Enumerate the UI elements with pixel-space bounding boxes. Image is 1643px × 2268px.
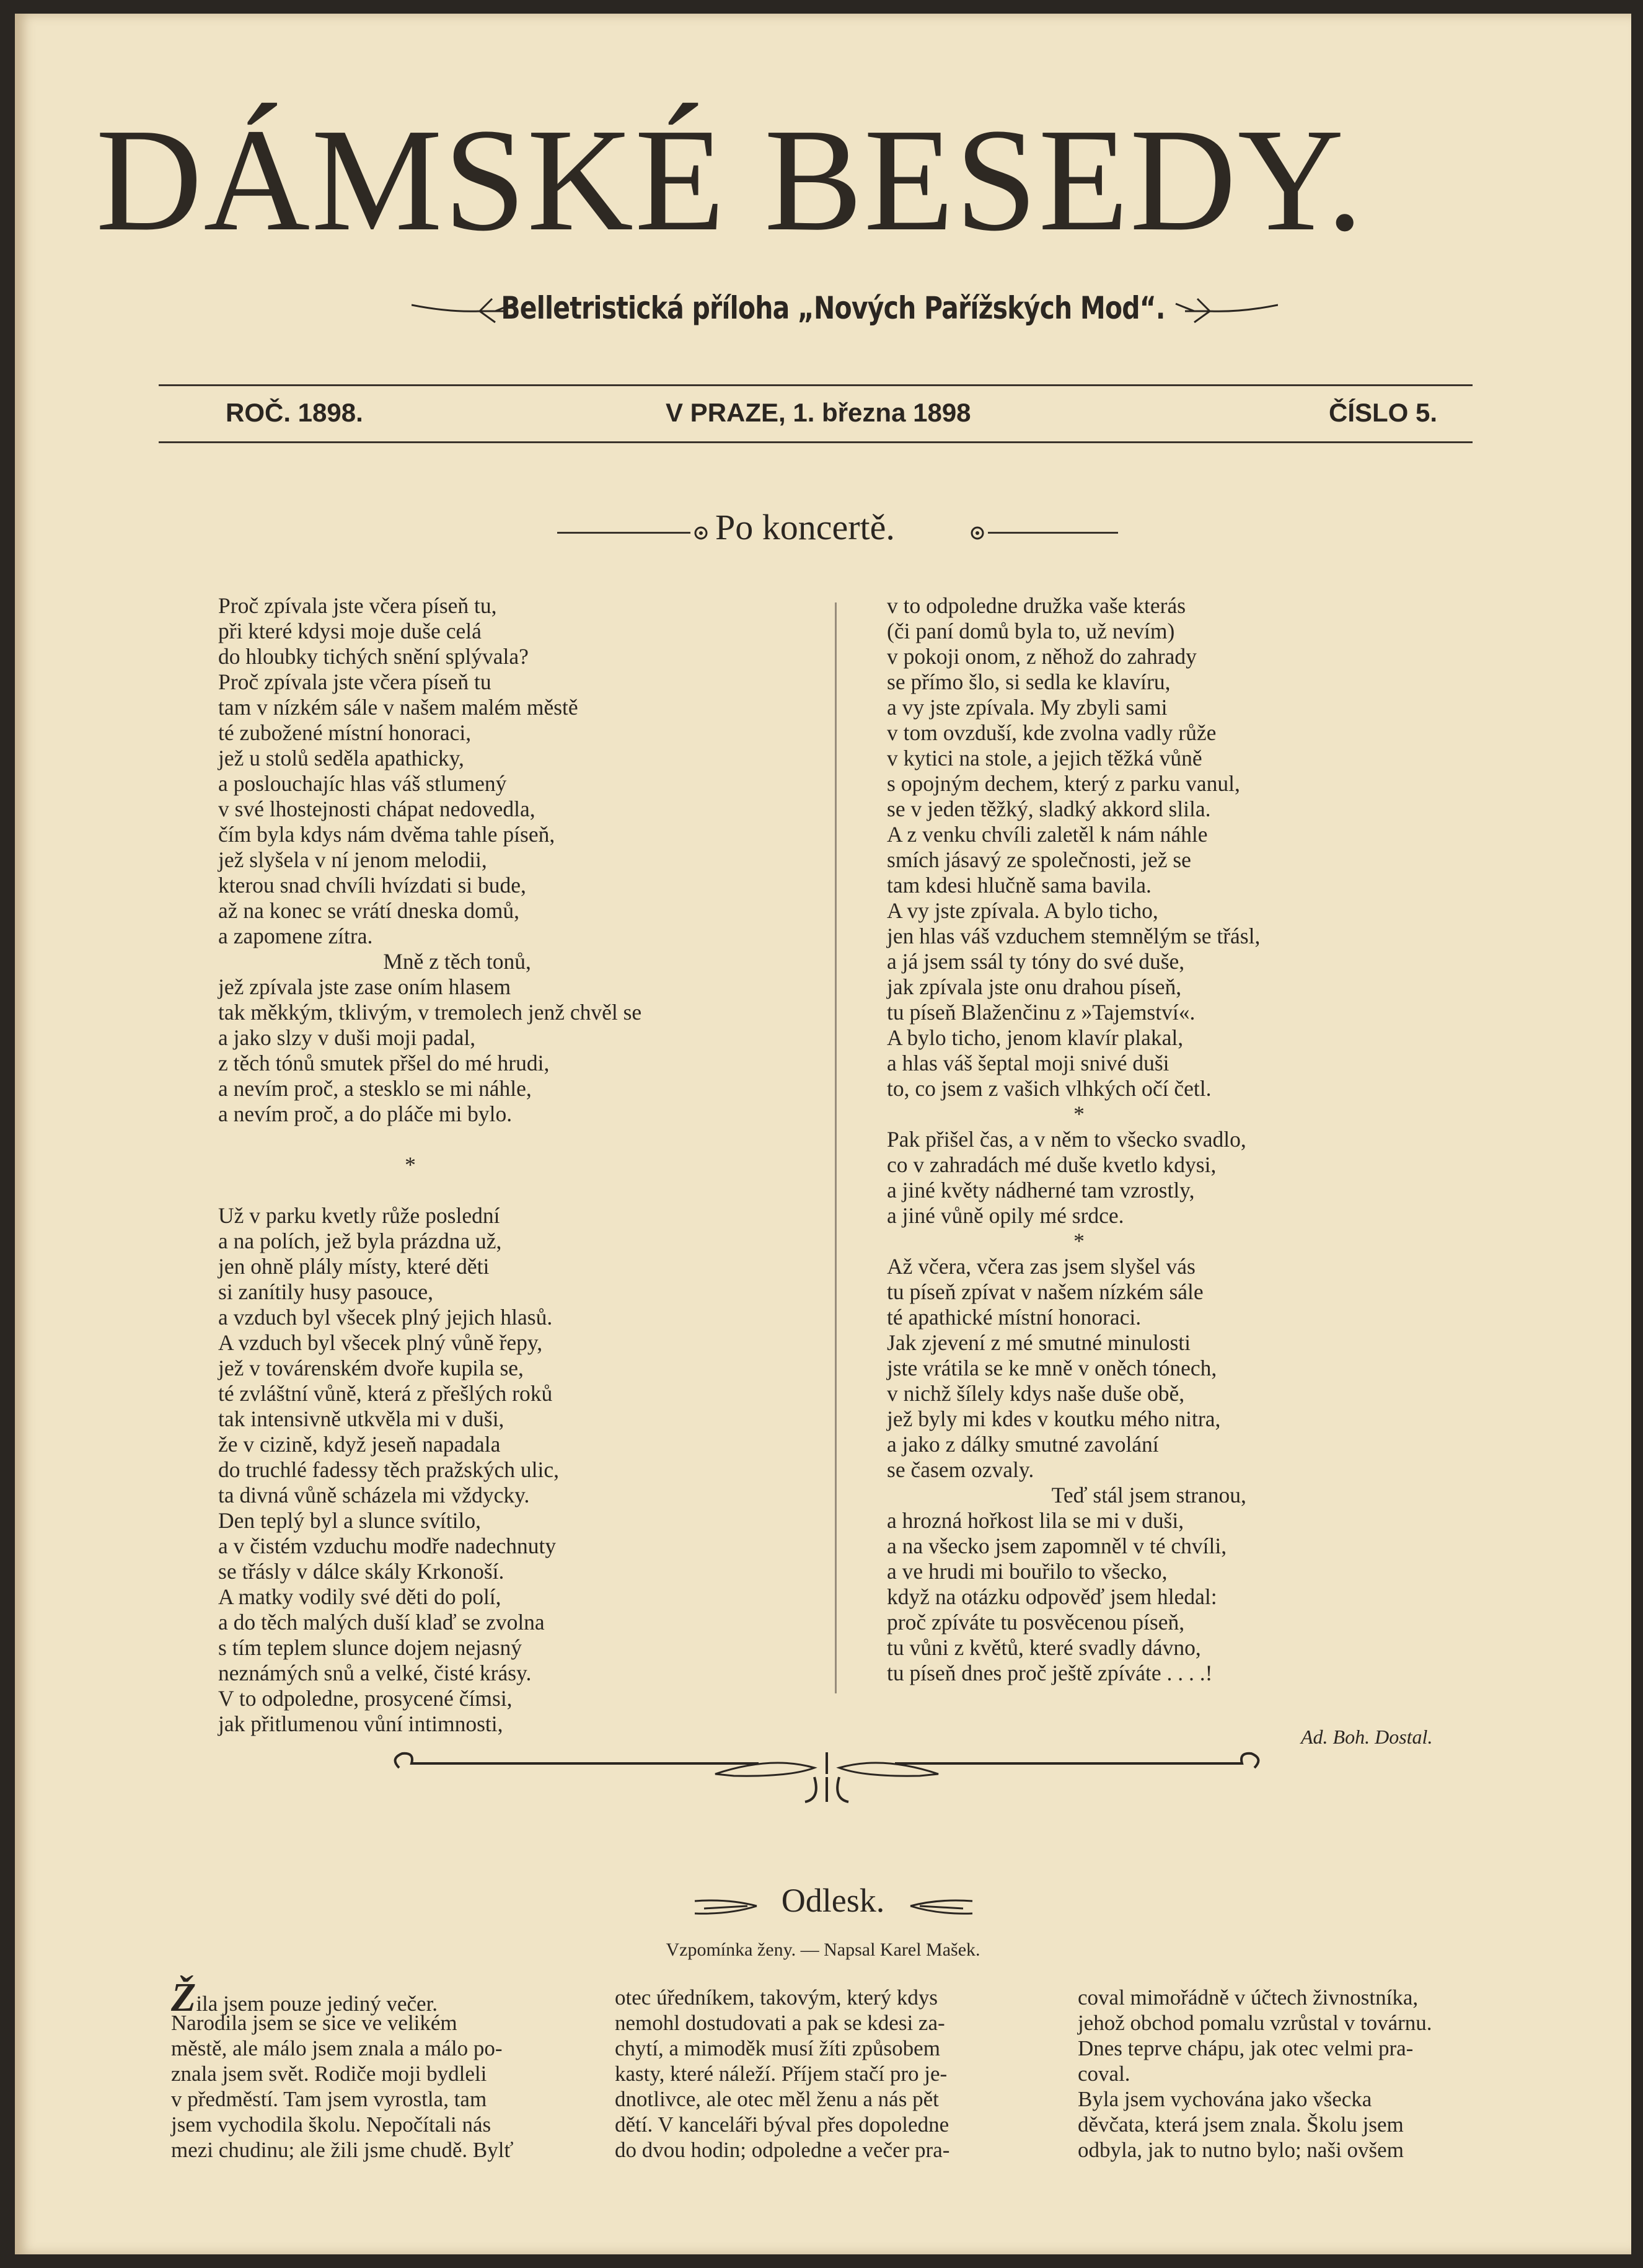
text-line: Žila jsem pouze jediný večer. [171,1975,438,2020]
text-line: tu píseň dnes proč ještě zpíváte . . . .! [887,1661,1213,1685]
text-line: jste vrátila se ke mně v oněch tónech, [887,1356,1217,1380]
text-line: Narodila jsem se sice ve velikém [171,2011,457,2035]
drop-cap: Ž [171,1975,196,2020]
text-line: Proč zpívala jste včera píseň tu, [218,593,497,618]
text-line: jen ohně plály místy, které děti [218,1254,490,1279]
text-line: a nevím proč, a stesklo se mi náhle, [218,1076,532,1101]
text-line: a hrozná hořkost lila se mi v duši, [887,1508,1184,1533]
text-line: coval mimořádně v účtech živnostníka, [1078,1985,1419,2010]
text-line: a ve hrudi mi bouřilo to všecko, [887,1559,1168,1584]
text-line: jež v továrenském dvoře kupila se, [218,1356,524,1380]
text-line: tu píseň zpívat v našem nízkém sále [887,1279,1204,1304]
text-line: kterou snad chvíli hvízdati si bude, [218,873,526,898]
issue-info-bar [159,395,1473,430]
text-line: coval. [1078,2062,1130,2086]
text-line: A vzduch byl všecek plný vůně řepy, [218,1330,543,1355]
text-line: tak intensivně utkvěla mi v duši, [218,1406,504,1431]
text-line: dětí. V kanceláři býval přes dopoledne [615,2112,949,2137]
text-line: tam kdesi hlučně sama bavila. [887,873,1152,898]
text-line: a vzduch byl všecek plný jejich hlasů. [218,1305,553,1330]
text-line: z těch tónů smutek přšel do mé hrudi, [218,1051,550,1075]
poem-title: Po koncertě. [715,507,895,547]
text-line: A z venku chvíli zaletěl k nám náhle [887,822,1208,847]
section-star: * [1073,1101,1085,1126]
text-line: a na polích, jež byla prázdna už, [218,1229,502,1253]
issue-number: ČÍSLO 5. [1329,398,1438,427]
text-line: Už v parku kvetly růže poslední [218,1203,500,1228]
text-line: se třásly v dálce skály Krkonoší. [218,1559,504,1584]
text-line: tak měkkým, tklivým, v tremolech jenž chvěl se [218,1000,642,1025]
text-line: té zvláštní vůně, která z přešlých roků [218,1381,553,1406]
text-line: neznámých snů a velké, čisté krásy. [218,1661,532,1685]
title-line-right [988,532,1118,534]
text-line: proč zpíváte tu posvěcenou píseň, [887,1610,1185,1635]
text-line: že v cizině, když jeseň napadala [218,1432,501,1457]
ring-ornament-icon [692,524,710,543]
text-line: jak přitlumenou vůní intimnosti, [218,1711,503,1736]
text-line: a hlas váš šeptal moji snivé duši [887,1051,1169,1075]
text-line: děvčata, která jsem znala. Školu jsem [1078,2112,1404,2137]
volume-year: ROČ. 1898. [226,398,363,427]
story-column-2 [615,1985,1049,2163]
text-line: a poslouchajíc hlas váš stlumený [218,771,507,796]
subtitle: Belletristická příloha „Nových Pařížských Mod“. [501,290,1165,326]
text-line: s opojným dechem, který z parku vanul, [887,771,1240,796]
text-line: do dvou hodin; odpoledne a večer pra- [615,2138,950,2162]
text-line: s tím teplem slunce dojem nejasný [218,1635,522,1660]
text-line: a jiné vůně opily mé srdce. [887,1203,1124,1228]
text-line: tu vůni z květů, které svadly dávno, [887,1635,1201,1660]
text-line: a jako z dálky smutné zavolání [887,1432,1159,1457]
text-line [218,1127,813,1152]
text-line: a nevím proč, a do pláče mi bylo. [218,1101,513,1126]
text-line: v pokoji onom, z něhož do zahrady [887,644,1197,669]
story-title: Odlesk. [781,1882,885,1919]
text-line: Byla jsem vychována jako všecka [1078,2087,1372,2111]
poem-signature: Ad. Boh. Dostal. [1301,1726,1433,1748]
text-line: A bylo ticho, jenom klavír plakal, [887,1025,1184,1050]
text-line: co v zahradách mé duše kvetlo kdysi, [887,1152,1217,1177]
text-line: chytí, a mimoděk musí žíti způsobem [615,2036,940,2060]
text-line: dnotlivce, ale otec měl ženu a nás pět [615,2087,939,2111]
text-line: ta divná vůně scházela mi vždycky. [218,1483,530,1507]
text-line: jež slyšela v ní jenom melodii, [218,847,487,872]
title-line-left [557,532,690,534]
text-line: tu píseň Blaženčinu z »Tajemství«. [887,1000,1196,1025]
text-line: a vy jste zpívala. My zbyli sami [887,695,1168,720]
text-line: A matky vodily své děti do polí, [218,1584,501,1609]
story-column-1 [171,1975,586,2163]
text-line: Mně z těch tonů, [218,949,531,974]
text-line: při které kdysi moje duše celá [218,619,482,643]
text-line: kasty, které náleží. Příjem stačí pro je- [615,2062,948,2086]
issue-date: V PRAZE, 1. března 1898 [666,398,971,427]
text-line: se v jeden těžký, sladký akkord slila. [887,796,1211,821]
text-line: v své lhostejnosti chápat nedovedla, [218,796,535,821]
text-line: Až včera, včera zas jsem slyšel vás [887,1254,1196,1279]
text-line: té apathické místní honoraci. [887,1305,1142,1330]
text-line: v to odpoledne družka vaše kterás [887,593,1186,618]
text-line: Proč zpívala jste včera píseň tu [218,669,491,694]
text-line: a v čistém vzduchu modře nadechnuty [218,1533,557,1558]
text-line: jež zpívala jste zase oním hlasem [218,974,511,999]
text-line: jsem vychodila školu. Nepočítali nás [171,2112,491,2137]
bottom-rule [159,441,1473,443]
text-line: jak zpívala jste onu drahou píseň, [887,974,1182,999]
text-line: a jako slzy v duši moji padal, [218,1025,476,1050]
text-line: A vy jste zpívala. A bylo ticho, [887,898,1158,923]
text-line: tam v nízkém sále v našem malém městě [218,695,578,720]
masthead-title: DÁMSKÉ BESEDY. [95,99,1365,262]
text-line: jehož obchod pomalu vzrůstal v továrnu. [1078,2011,1432,2035]
newspaper-page [15,14,1631,2254]
text-line: až na konec se vrátí dneska domů, [218,898,519,923]
text-line: to, co jsem z vašich vlhkých očí četl. [887,1076,1212,1101]
text-line: do truchlé fadessy těch pražských ulic, [218,1457,560,1482]
text-line [218,1178,813,1203]
right-flourish-icon [1154,293,1278,330]
text-line: v předměstí. Tam jsem vyrostla, tam [171,2087,487,2111]
text-line: znala jsem svět. Rodiče moji bydleli [171,2062,487,2086]
text-line: a já jsem ssál ty tóny do své duše, [887,949,1185,974]
text-line: když na otázku odpověď jsem hledal: [887,1584,1217,1609]
text-line: a na všecko jsem zapomněl v té chvíli, [887,1533,1227,1558]
text-line: Pak přišel čas, a v něm to všecko svadlo, [887,1127,1246,1152]
text-line: jež u stolů seděla apathicky, [218,746,464,770]
text-line: mezi chudinu; ale žili jsme chudě. Bylť [171,2138,514,2162]
right-flourish-icon [907,1894,976,1918]
text-line: se časem ozvaly. [887,1457,1034,1482]
text-line: jen hlas váš vzduchem stemnělým se třásl, [887,924,1261,948]
text-line: v nichž šílely kdys naše duše obě, [887,1381,1185,1406]
text-line: si zanítily husy pasouce, [218,1279,434,1304]
story-column-3 [1078,1985,1512,2163]
text-line: Jak zjevení z mé smutné minulosti [887,1330,1191,1355]
text-line: a jiné květy nádherné tam vzrostly, [887,1178,1195,1202]
text-line: Teď stál jsem stranou, [887,1483,1246,1507]
text-line: otec úředníkem, takovým, který kdys [615,1985,938,2010]
text-line: Den teplý byl a slunce svítilo, [218,1508,481,1533]
column-divider [835,602,837,1693]
text-line: nemohl dostudovati a pak se kdesi za- [615,2011,945,2035]
text-line: jež byly mi kdes v koutku mého nitra, [887,1406,1221,1431]
text-line: v tom ovzduší, kde zvolna vadly růže [887,720,1217,745]
text-line: a do těch malých duší klaď se zvolna [218,1610,545,1635]
text-line: Dnes teprve chápu, jak otec velmi pra- [1078,2036,1414,2060]
text-line: se přímo šlo, si sedla ke klavíru, [887,669,1171,694]
text-line: té zubožené místní honoraci, [218,720,472,745]
text-line: (či paní domů byla to, už nevím) [887,619,1175,643]
text-line: a zapomene zítra. [218,924,373,948]
ornamental-divider-icon [387,1740,1267,1808]
section-star: * [1073,1229,1085,1253]
text-line: V to odpoledne, prosycené čímsi, [218,1686,513,1711]
text-line: smích jásavý ze společnosti, jež se [887,847,1191,872]
text-line: odbyla, jak to nutno bylo; naši ovšem [1078,2138,1404,2162]
story-byline: Vzpomínka ženy. — Napsal Karel Mašek. [666,1939,980,1960]
text-line: v kytici na stole, a jejich těžká vůně [887,746,1202,770]
section-star: * [405,1152,416,1177]
left-flourish-icon [692,1894,760,1918]
ring-ornament-icon [968,524,987,543]
text-line: čím byla kdys nám dvěma tahle píseň, [218,822,555,847]
poem-left-column [218,593,813,1737]
top-rule [159,384,1473,386]
poem-right-column [887,593,1482,1686]
text-line: do hloubky tichých snění splývala? [218,644,529,669]
text-line: městě, ale málo jsem znala a málo po- [171,2036,503,2060]
